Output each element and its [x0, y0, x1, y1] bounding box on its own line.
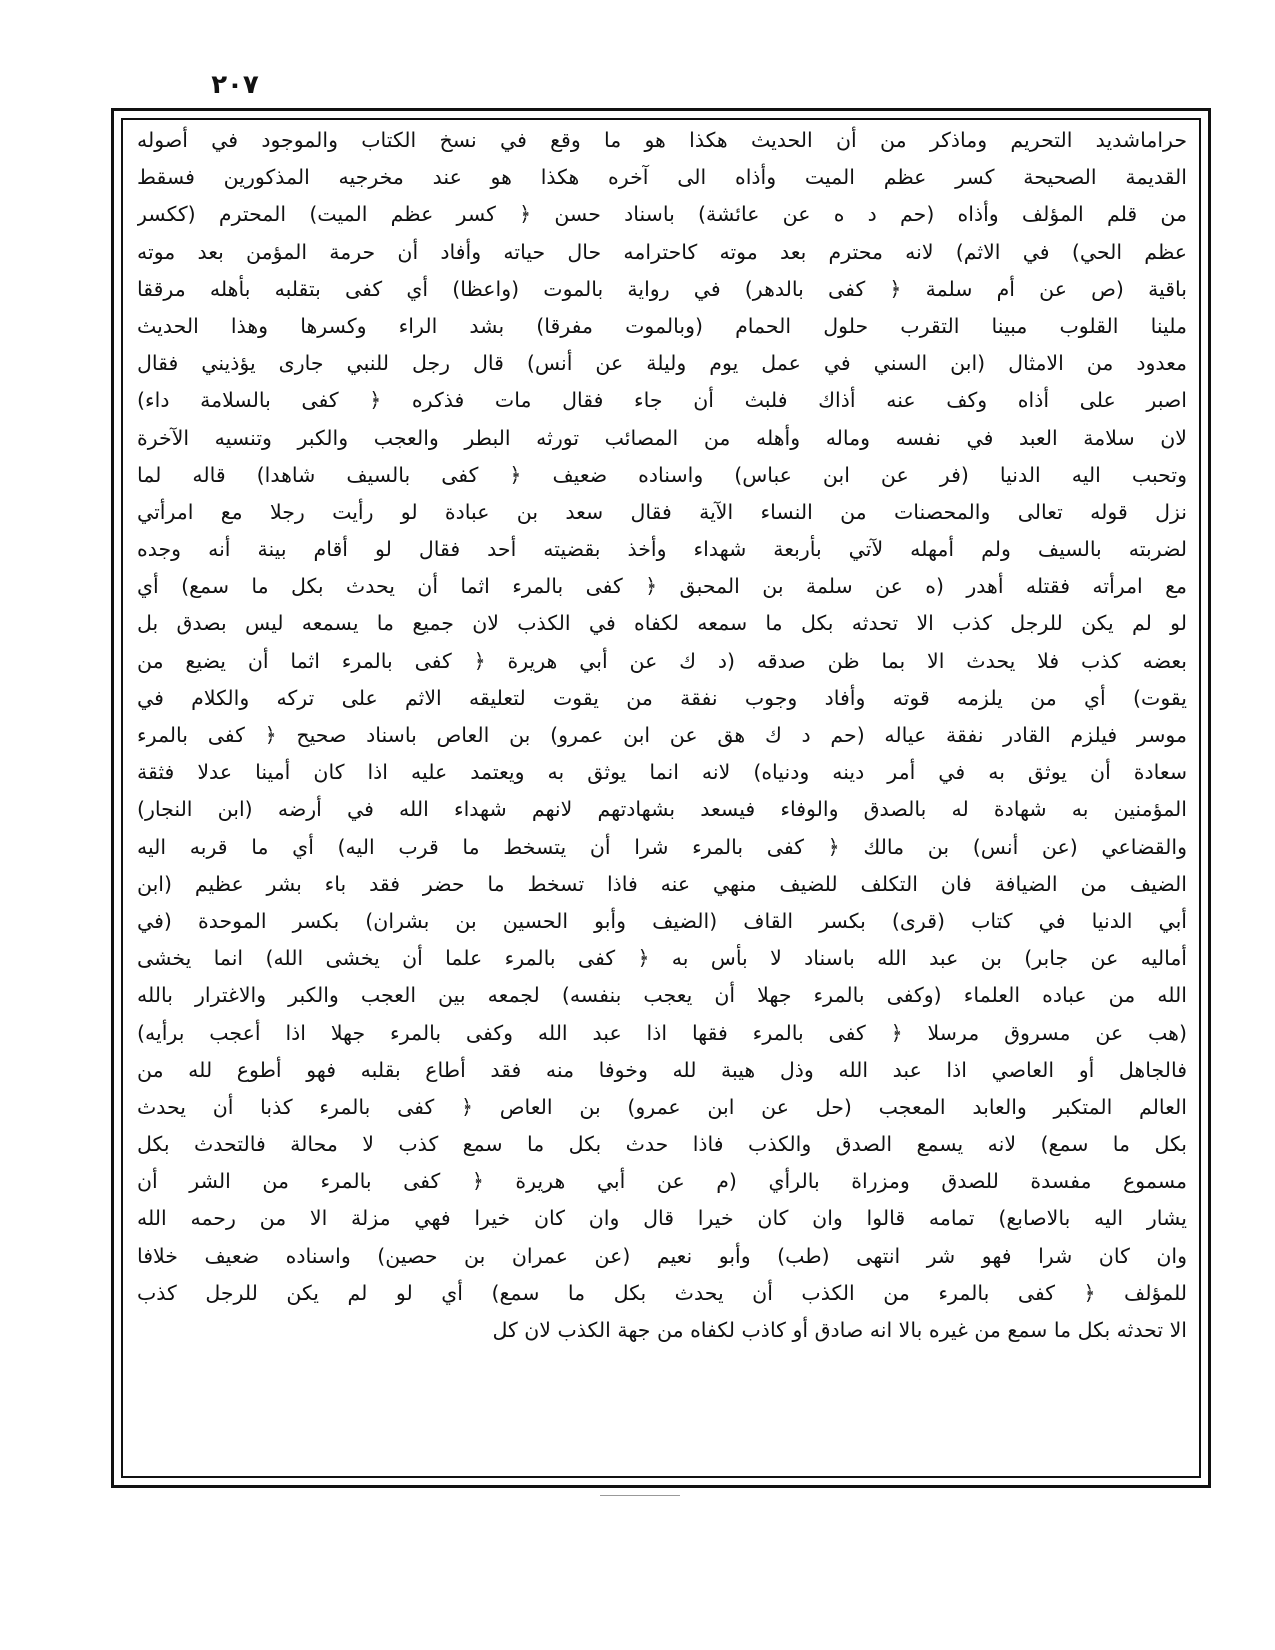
text-line: للمؤلف ﴿ كفى بالمرء من الكذب أن يحدث بكل ما سمع) أي لو لم يكن للرجل كذب	[137, 1280, 1187, 1305]
text-line: الا تحدثه بكل ما سمع من غيره بالا انه صادق أو كاذب لكفاه من جهة الكذب لان كل	[492, 1318, 1187, 1342]
text-line: الله من عباده العلماء (وكفى بالمرء جهلا أن يعجب بنفسه) لجمعه بين العجب والكبر والاغترار بالله	[137, 983, 1187, 1008]
text-line: نزل قوله تعالى والمحصنات من النساء الآية فقال سعد بن عبادة لو رأيت رجلا مع امرأتي	[137, 499, 1187, 524]
text-line: معدود من الامثال (ابن السني في عمل يوم وليلة عن أنس) قال رجل للنبي جارى يؤذيني فقال	[137, 351, 1187, 376]
text-line: وان كان شرا فهو شر انتهى (طب) وأبو نعيم (عن عمران بن حصين) واسناده ضعيف خلافا	[137, 1243, 1187, 1268]
text-line: القديمة الصحيحة كسر عظم الميت وأذاه الى آخره هكذا هو عند مخرجيه المذكورين فسقط	[137, 165, 1187, 190]
page-number: ٢٠٧	[211, 70, 259, 100]
text-line: عظم الحي) في الاثم) لانه محترم بعد موته كاحترامه حال حياته وأفاد أن حرمة المؤمن بعد موته	[137, 239, 1187, 264]
text-line: باقية (ص عن أم سلمة ﴿ كفى بالدهر) في رواية بالموت (واعظا) أي كفى بتقلبه بأهله مرققا	[137, 276, 1187, 301]
text-line: أماليه عن جابر) بن عبد الله باسناد لا بأس به ﴿ كفى بالمرء علما أن يخشى الله) انما يخشى	[137, 946, 1187, 971]
text-line: بعضه كذب فلا يحدث الا بما ظن صدقه (د ك عن أبي هريرة ﴿ كفى بالمرء اثما أن يضيع من	[137, 648, 1187, 673]
bottom-rule	[600, 1495, 680, 1496]
text-line: يقوت) أي من يلزمه قوته وأفاد وجوب نفقة من يقوت لتعليقه الاثم على تركه والكلام في	[137, 685, 1187, 710]
text-line: المؤمنين به شهادة له بالصدق والوفاء فيسعد بشهادتهم لانهم شهداء الله في أرضه (ابن النجار)	[137, 797, 1187, 822]
text-line: حراماشديد التحريم وماذكر من أن الحديث هكذا هو ما وقع في نسخ الكتاب والموجود في أصوله	[137, 128, 1187, 152]
text-line: وتحبب اليه الدنيا (فر عن ابن عباس) واسناده ضعيف ﴿ كفى بالسيف شاهدا) قاله لما	[137, 462, 1187, 487]
body-text	[137, 122, 1187, 1472]
text-line: والقضاعي (عن أنس) بن مالك ﴿ كفى بالمرء شرا أن يتسخط ما قرب اليه) أي ما قربه اليه	[137, 834, 1187, 859]
text-line: لان سلامة العبد في نفسه وماله وأهله من المصائب تورثه البطر والعجب والكبر وتنسيه الآخرة	[137, 425, 1187, 450]
text-line: مع امرأته فقتله أهدر (ه عن سلمة بن المحبق ﴿ كفى بالمرء اثما أن يحدث بكل ما سمع) أي	[137, 574, 1187, 599]
text-line: بكل ما سمع) لانه يسمع الصدق والكذب فاذا حدث بكل ما سمع كذب لا محالة فالتحدث بكل	[137, 1132, 1187, 1157]
text-line: الضيف من الضيافة فان التكلف للضيف منهي عنه فاذا تسخط ما حضر فقد باء بشر عظيم (ابن	[137, 871, 1187, 896]
text-line: ملينا القلوب مبينا التقرب حلول الحمام (وبالموت مفرقا) بشد الراء وكسرها وهذا الحديث	[137, 313, 1187, 338]
text-line: يشار اليه بالاصابع) تمامه قالوا وان كان خيرا قال وان كان خيرا فهي مزلة الا من رحمه الله	[137, 1206, 1187, 1231]
text-line: اصبر على أذاه وكف عنه أذاك فلبث أن جاء فقال مات فذكره ﴿ كفى بالسلامة داء)	[137, 388, 1187, 413]
text-line: فالجاهل أو العاصي اذا عبد الله وذل هيبة لله وخوفا منه فقد أطاع بقلبه فهو أطوع لله من	[137, 1057, 1187, 1082]
text-line: موسر فيلزم القادر نفقة عياله (حم د ك هق عن ابن عمرو) بن العاص باسناد صحيح ﴿ كفى بالمرء	[137, 723, 1187, 747]
text-line: أبي الدنيا في كتاب (قرى) بكسر القاف (الضيف وأبو الحسين بن بشران) بكسر الموحدة (في	[137, 908, 1187, 933]
text-line: لو لم يكن للرجل كذب الا تحدثه بكل ما سمعه لكفاه في الكذب لان جميع ما يسمعه ليس بصدق بل	[137, 611, 1187, 636]
text-line: لضربته بالسيف ولم أمهله لآتي بأربعة شهداء وأخذ بقضيته أحد فقال لو أقام بينة أنه وجده	[137, 537, 1187, 562]
text-line: من قلم المؤلف وأذاه (حم د ه عن عائشة) باسناد حسن ﴿ كسر عظم الميت) المحترم (ككسر	[137, 202, 1187, 227]
text-line: مسموع مفسدة للصدق ومزراة بالرأي (م عن أبي هريرة ﴿ كفى بالمرء من الشر أن	[137, 1169, 1187, 1194]
text-line: (هب عن مسروق مرسلا ﴿ كفى بالمرء فقها اذا عبد الله وكفى بالمرء جهلا اذا أعجب برأيه)	[137, 1020, 1187, 1045]
text-line: العالم المتكبر والعابد المعجب (حل عن ابن عمرو) بن العاص ﴿ كفى بالمرء كذبا أن يحدث	[137, 1094, 1187, 1119]
text-line: سعادة أن يوثق به في أمر دينه ودنياه) لانه انما يوثق به ويعتمد عليه اذا كان أمينا عدلا فثقة	[137, 760, 1187, 785]
